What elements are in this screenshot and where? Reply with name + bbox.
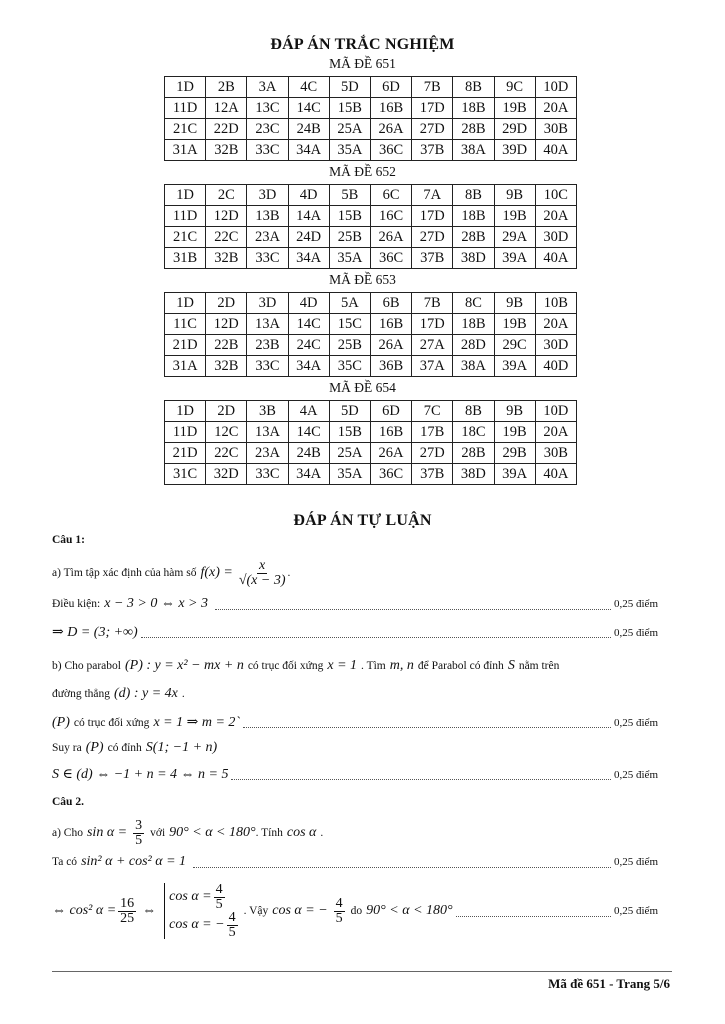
q1a-condition (52, 596, 658, 612)
q2a-cos: cos α (286, 825, 317, 840)
q1b-vertex (52, 740, 658, 756)
q2a-eq-den: 25 (120, 910, 135, 926)
answer-cell: 4D (288, 185, 329, 206)
answer-cell: 19B (494, 422, 535, 443)
answer-cell: 38D (453, 248, 494, 269)
answer-cell: 25A (329, 443, 370, 464)
answer-cell: 6C (370, 185, 411, 206)
answer-cell: 13A (247, 422, 288, 443)
answer-cell: 15B (329, 98, 370, 119)
q2a-case-1 (169, 883, 239, 911)
dot-leader (456, 906, 611, 917)
answer-cell: 34A (288, 464, 329, 485)
answer-cell: 11D (165, 422, 206, 443)
answer-cell: 36C (370, 140, 411, 161)
answer-cell: 36B (370, 356, 411, 377)
answer-cell: 35A (329, 464, 370, 485)
table-row (165, 335, 577, 356)
answer-cell: 19B (494, 314, 535, 335)
q2a-with: với (150, 827, 166, 839)
answer-cell: 38A (453, 140, 494, 161)
q1b-parabola: (P) : y = x² − mx + n (124, 658, 244, 673)
answer-cell: 24B (288, 119, 329, 140)
answer-cell: 9C (494, 77, 535, 98)
q2a-concl-num: 4 (335, 895, 343, 911)
answer-cell: 5D (329, 77, 370, 98)
q1a-num: x (259, 557, 266, 573)
answer-cell: 30B (535, 119, 576, 140)
q1a-cond-prefix: Điều kiện: (52, 598, 101, 610)
answer-cell: 26A (370, 227, 411, 248)
answer-cell: 12D (206, 314, 247, 335)
answer-cell: 1D (165, 185, 206, 206)
table-row (165, 77, 577, 98)
dot-leader (193, 857, 611, 868)
answer-table-654 (164, 400, 577, 485)
answer-cell: 3A (247, 77, 288, 98)
q1a-statement: a) Tìm tập xác định của hàm số f(x) = $\frac{x}{√(x - 3)}$ . (52, 557, 291, 588)
table-row (165, 227, 577, 248)
q1b-line2-prefix: đường thẳng (52, 688, 110, 700)
table-row (165, 464, 577, 485)
answer-cell: 32B (206, 356, 247, 377)
answer-cell: 22B (206, 335, 247, 356)
answer-cell: 18C (453, 422, 494, 443)
answer-cell: 13A (247, 314, 288, 335)
answer-cell: 4D (288, 293, 329, 314)
q2a-den: 5 (135, 832, 143, 848)
q2a-case1-fraction (214, 883, 225, 912)
table-row (165, 401, 577, 422)
q2a-num: 3 (135, 817, 143, 833)
answer-cell: 26A (370, 335, 411, 356)
answer-cell: 15B (329, 206, 370, 227)
q1b-prefix: b) Cho parabol (52, 660, 121, 672)
answer-cell: 34A (288, 140, 329, 161)
answer-cell: 9B (494, 401, 535, 422)
code-label-653: MÃ ĐỀ 653 (329, 272, 396, 287)
q1b-vertex-text: có đỉnh (107, 742, 142, 754)
answer-cell: 20A (535, 98, 576, 119)
answer-cell: 21C (165, 227, 206, 248)
answer-cell: 23A (247, 443, 288, 464)
answer-cell: 5A (329, 293, 370, 314)
answer-cell: 12A (206, 98, 247, 119)
q2a-case2-fraction (227, 911, 238, 940)
answer-cell: 24C (288, 335, 329, 356)
q2a-dot: . (320, 827, 324, 839)
table-row (165, 422, 577, 443)
q1b-s: S (507, 658, 515, 673)
answer-cell: 33C (247, 140, 288, 161)
answer-cell: 5D (329, 401, 370, 422)
answer-cell: 40A (535, 140, 576, 161)
answer-cell: 23A (247, 227, 288, 248)
answer-cell: 21D (165, 443, 206, 464)
answer-cell: 27D (412, 119, 453, 140)
points-label: 0,25 điểm (614, 716, 658, 729)
q1b-line2-math: (d) : y = 4x (114, 686, 178, 701)
answer-cell: 29D (494, 119, 535, 140)
answer-cell: 11D (165, 206, 206, 227)
q2a-concl-range: 90° < α < 180° (366, 903, 453, 918)
dot-leader (141, 627, 611, 638)
page-footer: Mã đề 651 - Trang 5/6 (548, 976, 670, 991)
answer-cell: 8B (453, 77, 494, 98)
answer-cell: 9B (494, 293, 535, 314)
code-label-654: MÃ ĐỀ 654 (329, 380, 396, 395)
q2a-concl-lhs: cos α = − (272, 903, 328, 918)
code-label-651: MÃ ĐỀ 651 (329, 56, 396, 71)
answer-cell: 38D (453, 464, 494, 485)
answer-cell: 14C (288, 98, 329, 119)
answer-cell: 10C (535, 185, 576, 206)
points-label: 0,25 điểm (614, 598, 658, 610)
q2a-eq-fraction (118, 897, 136, 926)
q1b-final (52, 766, 658, 783)
answer-cell: 2B (206, 77, 247, 98)
answer-cell: 22D (206, 119, 247, 140)
answer-cell: 37B (412, 248, 453, 269)
answer-cell: 40A (535, 464, 576, 485)
table-row (165, 206, 577, 227)
q1b-end: nằm trên (518, 660, 560, 672)
answer-cell: 38A (453, 356, 494, 377)
answer-cell: 16B (370, 422, 411, 443)
q2a-case1-lhs: cos α = (169, 889, 212, 904)
answer-cell: 14A (288, 206, 329, 227)
q2a-id-math: sin² α + cos² α = 1 (81, 854, 187, 869)
answer-cell: 24D (288, 227, 329, 248)
q2a-concl-do: do (350, 905, 363, 917)
q1b-sym-math: x = 1 ⇒ m = 2` (153, 715, 241, 730)
code-label-652: MÃ ĐỀ 652 (329, 164, 396, 179)
answer-cell: 28B (453, 119, 494, 140)
answer-cell: 15C (329, 314, 370, 335)
q2a-range: 90° < α < 180° (169, 825, 256, 840)
answer-cell: 8C (453, 293, 494, 314)
q1b-mid3: để Parabol có đỉnh (417, 660, 504, 672)
answer-cell: 33C (247, 464, 288, 485)
points-label: 0,25 điểm (614, 856, 658, 868)
answer-cell: 3D (247, 293, 288, 314)
table-row (165, 443, 577, 464)
answer-table-653 (164, 292, 577, 377)
answer-cell: 21D (165, 335, 206, 356)
q2a-eq-num: 16 (120, 895, 135, 911)
q2a-fraction (133, 819, 144, 848)
answer-cell: 17B (412, 422, 453, 443)
table-row (165, 119, 577, 140)
table-row (165, 248, 577, 269)
answer-cell: 25B (329, 227, 370, 248)
q1-label: Câu 1: (52, 534, 85, 546)
answer-cell: 14C (288, 314, 329, 335)
q2a-concl-text: . Vậy (243, 905, 269, 917)
q2a-case2-den: 5 (228, 924, 236, 940)
answer-cell: 33C (247, 248, 288, 269)
answer-cell: 11C (165, 314, 206, 335)
answer-cell: 20A (535, 422, 576, 443)
answer-cell: 16C (370, 206, 411, 227)
answer-cell: 19B (494, 206, 535, 227)
q1b-final-math: S ∈ (d) ⇔ −1 + n = 4 ⇔ n = 5 (52, 767, 229, 782)
answer-cell: 4C (288, 77, 329, 98)
table-row (165, 356, 577, 377)
answer-cell: 5B (329, 185, 370, 206)
q1a-domain (52, 624, 658, 641)
table-row (165, 314, 577, 335)
answer-cell: 2D (206, 293, 247, 314)
q1a-func-lhs: f(x) = (200, 565, 233, 580)
answer-cell: 29C (494, 335, 535, 356)
answer-cell: 28D (453, 335, 494, 356)
q1a-prefix: a) Tìm tập xác định của hàm số (52, 567, 197, 579)
answer-cell: 8B (453, 401, 494, 422)
answer-cell: 14C (288, 422, 329, 443)
q1b-vertex-math: S(1; −1 + n) (145, 740, 218, 755)
answer-cell: 39A (494, 356, 535, 377)
dot-leader (243, 717, 611, 728)
answer-cell: 25A (329, 119, 370, 140)
answer-cell: 21C (165, 119, 206, 140)
answer-cell: 9B (494, 185, 535, 206)
answer-cell: 26A (370, 119, 411, 140)
answer-cell: 18B (453, 206, 494, 227)
answer-cell: 6D (370, 77, 411, 98)
answer-cell: 10D (535, 77, 576, 98)
q2a-case1-num: 4 (215, 881, 223, 897)
points-label: 0,25 điểm (614, 768, 658, 781)
answer-cell: 1D (165, 293, 206, 314)
answer-cell: 31C (165, 464, 206, 485)
q1b-mid1: có trục đối xứng (247, 660, 324, 672)
answer-cell: 3B (247, 401, 288, 422)
q1a-fraction (239, 559, 286, 588)
q2a-concl-den: 5 (335, 910, 343, 926)
answer-cell: 25B (329, 335, 370, 356)
q2a-id-prefix: Ta có (52, 856, 78, 868)
answer-cell: 31B (165, 248, 206, 269)
answer-cell: 13B (247, 206, 288, 227)
answer-cell: 15B (329, 422, 370, 443)
answer-cell: 23B (247, 335, 288, 356)
answer-cell: 32B (206, 140, 247, 161)
answer-cell: 30D (535, 335, 576, 356)
answer-cell: 6B (370, 293, 411, 314)
answer-cell: 34A (288, 248, 329, 269)
answer-cell: 7C (412, 401, 453, 422)
answer-cell: 39A (494, 464, 535, 485)
answer-cell: 33C (247, 356, 288, 377)
points-label: 0,25 điểm (614, 626, 658, 639)
table-row (165, 293, 577, 314)
q2a-case2-num: 4 (228, 909, 236, 925)
answer-cell: 17D (412, 314, 453, 335)
q1a-cond-math: x − 3 > 0 ⇔ x > 3 (104, 596, 209, 611)
answer-cell: 11D (165, 98, 206, 119)
q1b-line2: đường thẳng (d) : y = 4x . (52, 686, 185, 701)
q1b-sym-text: có trục đối xứng (73, 716, 150, 729)
q2a-sin: sin α = (86, 825, 128, 840)
table-row (165, 185, 577, 206)
q1a-den: √(x − 3) (238, 572, 286, 588)
q2a-eq-iff: ⇔ (142, 903, 157, 918)
q1b-axis: x = 1 (327, 658, 358, 673)
answer-cell: 22C (206, 227, 247, 248)
footer-divider (52, 971, 672, 972)
answer-cell: 28B (453, 227, 494, 248)
q2a-concl-fraction (334, 897, 345, 926)
answer-cell: 4A (288, 401, 329, 422)
answer-cell: 7A (412, 185, 453, 206)
answer-cell: 40D (535, 356, 576, 377)
answer-cell: 12C (206, 422, 247, 443)
answer-cell: 36C (370, 248, 411, 269)
answer-cell: 10B (535, 293, 576, 314)
q1b-mn: m, n (389, 658, 414, 673)
answer-cell: 39D (494, 140, 535, 161)
q2a-ask: . Tính (255, 827, 283, 839)
dot-leader (231, 769, 611, 780)
essay-title: ĐÁP ÁN TỰ LUẬN (293, 512, 432, 529)
answer-cell: 34A (288, 356, 329, 377)
answer-cell: 13C (247, 98, 288, 119)
points-label: 0,25 điểm (614, 905, 658, 917)
q2-label: Câu 2. (52, 796, 84, 808)
answer-cell: 2C (206, 185, 247, 206)
q1b-vertex-prefix: Suy ra (52, 742, 82, 754)
answer-cell: 17D (412, 206, 453, 227)
q1b-vertex-p: (P) (85, 740, 104, 755)
answer-cell: 6D (370, 401, 411, 422)
dot-leader (215, 599, 611, 610)
answer-cell: 19B (494, 98, 535, 119)
q2a-prefix: a) Cho (52, 827, 83, 839)
answer-cell: 2D (206, 401, 247, 422)
answer-cell: 23C (247, 119, 288, 140)
q1b-mid2: . Tìm (361, 660, 386, 672)
answer-cell: 39A (494, 248, 535, 269)
answer-cell: 31A (165, 356, 206, 377)
answer-cell: 16B (370, 98, 411, 119)
answer-cell: 20A (535, 206, 576, 227)
q2a-case2-lhs: cos α = − (169, 917, 225, 932)
answer-cell: 36C (370, 464, 411, 485)
answer-cell: 30D (535, 227, 576, 248)
answer-cell: 3D (247, 185, 288, 206)
answer-cell: 31A (165, 140, 206, 161)
q2a-case1-den: 5 (215, 896, 223, 912)
q2a-statement (52, 816, 658, 850)
answer-cell: 35A (329, 140, 370, 161)
answer-cell: 7B (412, 293, 453, 314)
table-row (165, 140, 577, 161)
answer-cell: 10D (535, 401, 576, 422)
answer-cell: 16B (370, 314, 411, 335)
answer-cell: 1D (165, 77, 206, 98)
q2a-eq-lhs: ⇔ cos² α = (52, 903, 117, 918)
answer-cell: 37B (412, 140, 453, 161)
answer-cell: 22C (206, 443, 247, 464)
answer-cell: 7B (412, 77, 453, 98)
answer-cell: 8B (453, 185, 494, 206)
answer-cell: 18B (453, 98, 494, 119)
answer-cell: 27A (412, 335, 453, 356)
answer-cell: 37B (412, 464, 453, 485)
answer-cell: 40A (535, 248, 576, 269)
answer-cell: 24B (288, 443, 329, 464)
q1b-symmetry (52, 714, 658, 731)
table-row (165, 98, 577, 119)
answer-cell: 12D (206, 206, 247, 227)
q2a-case-2 (169, 911, 239, 939)
answer-cell: 37A (412, 356, 453, 377)
q1b-sym-p: (P) (52, 714, 70, 730)
answer-cell: 29A (494, 227, 535, 248)
q2a-cases (164, 883, 239, 939)
answer-cell: 32D (206, 464, 247, 485)
q1a-domain-math: ⇒ D = (3; +∞) (52, 625, 138, 640)
answer-cell: 26A (370, 443, 411, 464)
q1b-statement (52, 658, 658, 674)
q2a-solution (52, 878, 658, 944)
answer-cell: 29B (494, 443, 535, 464)
mc-title: ĐÁP ÁN TRẮC NGHIỆM (270, 36, 455, 53)
answer-cell: 1D (165, 401, 206, 422)
answer-table-652 (164, 184, 577, 269)
answer-cell: 17D (412, 98, 453, 119)
answer-cell: 27D (412, 443, 453, 464)
answer-cell: 32B (206, 248, 247, 269)
answer-cell: 30B (535, 443, 576, 464)
answer-table-651 (164, 76, 577, 161)
answer-cell: 18B (453, 314, 494, 335)
answer-cell: 35C (329, 356, 370, 377)
answer-cell: 27D (412, 227, 453, 248)
answer-cell: 28B (453, 443, 494, 464)
q2a-identity (52, 854, 658, 870)
answer-cell: 20A (535, 314, 576, 335)
answer-cell: 35A (329, 248, 370, 269)
